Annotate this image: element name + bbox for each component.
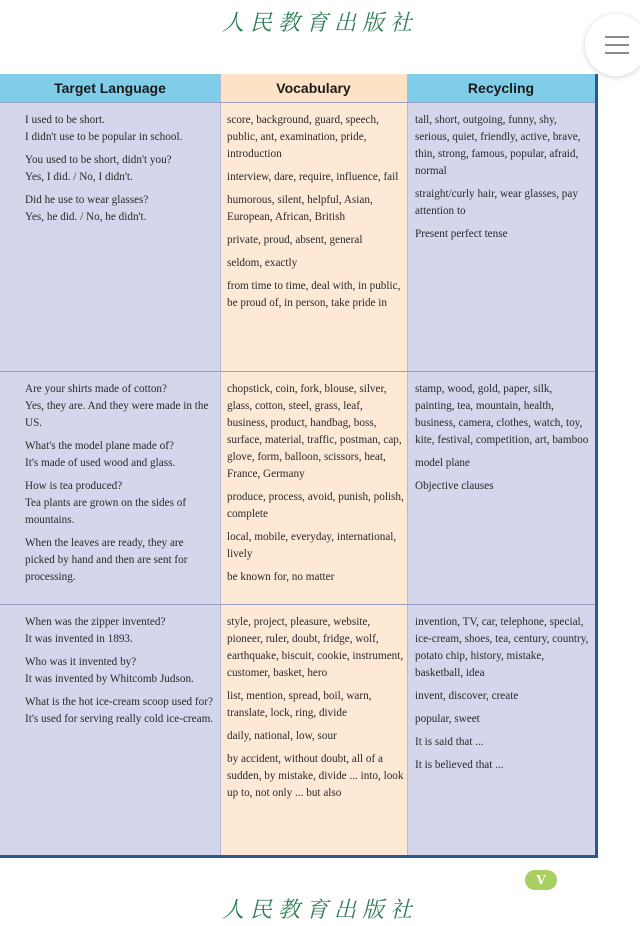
- vocabulary-table: [0, 74, 598, 858]
- vocab-group: local, mobile, everyday, international, lively: [227, 531, 397, 560]
- vocab-group: private, proud, absent, general: [227, 234, 363, 246]
- page-number-badge: V: [525, 870, 557, 890]
- sentence-group: Who was it invented by? It was invented by Whitcomb Judson.: [25, 656, 194, 685]
- recycling-group: Present perfect tense: [415, 228, 508, 240]
- vocab-group: daily, national, low, sour: [227, 730, 337, 742]
- header-vocabulary: Vocabulary: [220, 74, 407, 102]
- sentence-group: What's the model plane made of? It's made of used wood and glass.: [25, 440, 176, 469]
- vocab-group: list, mention, spread, boil, warn, translate, lock, ring, divide: [227, 690, 372, 719]
- hamburger-menu-icon: [605, 36, 629, 38]
- row-3-target-language: [25, 614, 215, 734]
- sentence-group: You used to be short, didn't you? Yes, I did. / No, I didn't.: [25, 154, 172, 183]
- row-divider: [0, 102, 595, 103]
- vocab-group: from time to time, deal with, in public, be proud of, in person, take pride in: [227, 280, 401, 309]
- vocab-group: humorous, silent, helpful, Asian, European, African, British: [227, 194, 373, 223]
- vocab-group: seldom, exactly: [227, 257, 298, 269]
- sentence-group: How is tea produced? Tea plants are grown on the sides of mountains.: [25, 480, 187, 526]
- sentence-group: When was the zipper invented? It was invented in 1893.: [25, 616, 166, 645]
- menu-button[interactable]: [585, 14, 640, 76]
- recycling-group: invent, discover, create: [415, 690, 519, 702]
- row-2-recycling: [415, 381, 592, 501]
- row-3-recycling: [415, 614, 592, 780]
- publisher-logo-bottom: 人民教育出版社: [221, 898, 418, 923]
- row-2-target-language: [25, 381, 215, 592]
- vocab-group: style, project, pleasure, website, pioneer, ruler, doubt, fridge, wolf, earthquake, biscuit, cookie, instrument, customer, basket, hero: [227, 616, 404, 679]
- row-divider: [0, 371, 595, 372]
- row-2-vocabulary: [227, 381, 405, 592]
- recycling-group: stamp, wood, gold, paper, silk, painting, tea, mountain, health, business, camera, clothes, watch, toy, kite, festival, competition, art, bamboo: [415, 383, 589, 446]
- sentence-group: Did he use to wear glasses? Yes, he did. / No, he didn't.: [25, 194, 149, 223]
- header-target-language: Target Language: [0, 74, 220, 102]
- row-1-recycling: [415, 112, 592, 249]
- recycling-group: model plane: [415, 457, 470, 469]
- column-divider: [220, 74, 221, 855]
- sentence-group: What is the hot ice-cream scoop used for? It's used for serving really cold ice-cream.: [25, 696, 214, 725]
- sentence-group: Are your shirts made of cotton? Yes, they are. And they were made in the US.: [25, 383, 209, 429]
- recycling-group: It is said that ...: [415, 736, 484, 748]
- row-1-vocabulary: [227, 112, 405, 318]
- row-1-target-language: [25, 112, 215, 232]
- recycling-group: It is believed that ...: [415, 759, 504, 771]
- recycling-group: invention, TV, car, telephone, special, ice-cream, shoes, tea, century, country, potato chip, history, mistake, basketball, idea: [415, 616, 589, 679]
- sentence-group: I used to be short. I didn't use to be popular in school.: [25, 114, 183, 143]
- vocab-group: be known for, no matter: [227, 571, 335, 583]
- recycling-group: straight/curly hair, wear glasses, pay attention to: [415, 188, 578, 217]
- column-divider: [407, 74, 408, 855]
- row-divider: [0, 604, 595, 605]
- vocab-group: score, background, guard, speech, public, ant, examination, pride, introduction: [227, 114, 379, 160]
- recycling-group: popular, sweet: [415, 713, 480, 725]
- recycling-group: tall, short, outgoing, funny, shy, serious, quiet, friendly, active, brave, thin, strong, famous, popular, afraid, normal: [415, 114, 581, 177]
- header-recycling: Recycling: [407, 74, 595, 102]
- vocab-group: chopstick, coin, fork, blouse, silver, glass, cotton, steel, grass, leaf, business, product, handbag, boss, surface, material, traffic, postman, cap, glove, form, balloon, scissors, heat, France, Germany: [227, 383, 402, 480]
- vocab-group: by accident, without doubt, all of a sudden, by mistake, divide ... into, look up to, not only ... but also: [227, 753, 404, 799]
- vocab-group: produce, process, avoid, punish, polish, complete: [227, 491, 404, 520]
- publisher-logo-top: 人民教育出版社: [221, 11, 418, 36]
- sentence-group: When the leaves are ready, they are picked by hand and then are sent for processing.: [25, 537, 188, 583]
- row-3-vocabulary: [227, 614, 405, 808]
- recycling-group: Objective clauses: [415, 480, 494, 492]
- vocab-group: interview, dare, require, influence, fail: [227, 171, 399, 183]
